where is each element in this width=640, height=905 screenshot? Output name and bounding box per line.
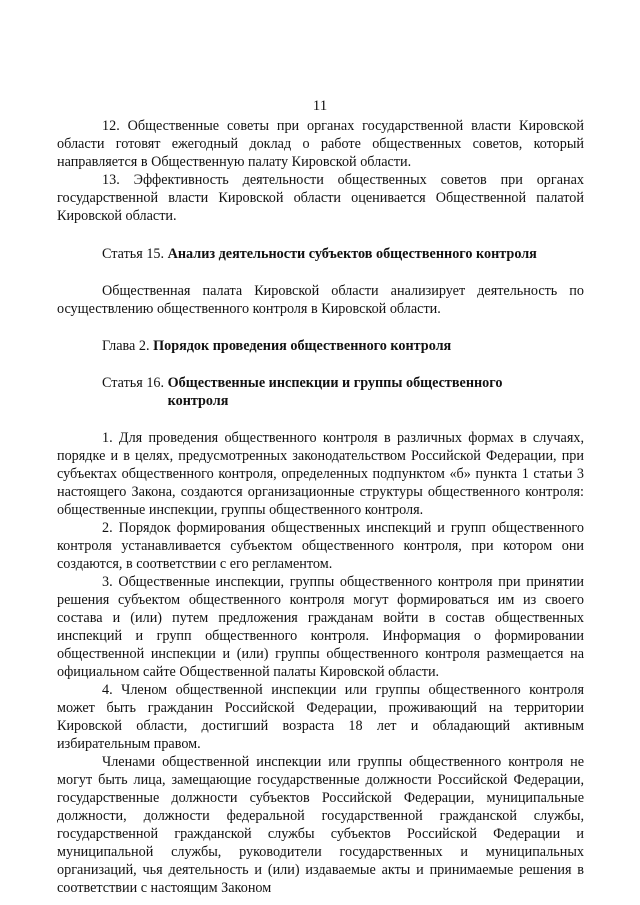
- article-16-heading: [57, 374, 584, 410]
- article-16-paragraph-4: 4. Членом общественной инспекции или группы общественного контроля может быть гражданин Российской Федерации, проживающий на территории Кировской области, достигший возраста 18 лет и обладающий активным избирательным правом.: [57, 682, 584, 752]
- document-body: [57, 117, 584, 897]
- chapter-2-label: Глава 2.: [102, 338, 154, 354]
- page-number: 11: [312, 98, 328, 114]
- article-15-label: Статья 15.: [102, 246, 168, 262]
- article-16-title: Общественные инспекции и группы общественного контроля: [167, 375, 503, 409]
- paragraph-13: 13. Эффективность деятельности общественных советов при органах государственной власти Кировской области оценивается Общественной палатой Кировской области.: [57, 172, 584, 224]
- chapter-2-title: Порядок проведения общественного контроля: [153, 338, 452, 354]
- article-15-title: Анализ деятельности субъектов общественного контроля: [167, 246, 537, 262]
- article-16-label: Статья 16.: [102, 375, 168, 391]
- paragraph-12: 12. Общественные советы при органах государственной власти Кировской области готовят ежегодный доклад о работе общественных советов, который направляется в Общественную палату Кировской области.: [57, 118, 584, 170]
- chapter-2-heading: [57, 337, 584, 355]
- article-16-paragraph-3: 3. Общественные инспекции, группы общественного контроля при принятии решения субъектом общественного контроля могут формироваться им из своего состава и (или) путем предложения гражданам войти в состав общественных инспекций и групп общественного контроля. Информация о формировании общественной инспекции и (или) группы общественного контроля размещается на официальном сайте Общественной палаты Кировской области.: [57, 574, 584, 680]
- article-15-heading: [57, 245, 584, 263]
- article-15-text: Общественная палата Кировской области анализирует деятельность по осуществлению общественного контроля в Кировской области.: [57, 283, 584, 317]
- article-16-paragraph-5: Членами общественной инспекции или группы общественного контроля не могут быть лица, замещающие государственные должности Российской Федерации, государственные должности субъектов Российской Федерации, муниципальные должности, должности федеральной государственной гражданской службы, государственной гражданской службы субъектов Российской Федерации и муниципальной службы, руководители государственных и муниципальных организаций, чья деятельность и (или) издаваемые акты и принимаемые решения в соответствии с настоящим Законом: [57, 754, 584, 896]
- article-16-paragraph-2: 2. Порядок формирования общественных инспекций и групп общественного контроля устанавливается субъектом общественного контроля, при котором они создаются, в соответствии с его регламентом.: [57, 520, 584, 572]
- article-16-paragraph-1: 1. Для проведения общественного контроля в различных формах в случаях, порядке и в целях, предусмотренных законодательством Российской Федерации, при субъектах общественного контроля, определенных подпунктом «б» пункта 1 статьи 3 настоящего Закона, создаются организационные структуры общественного контроля: общественные инспекции, группы общественного контроля.: [57, 430, 584, 518]
